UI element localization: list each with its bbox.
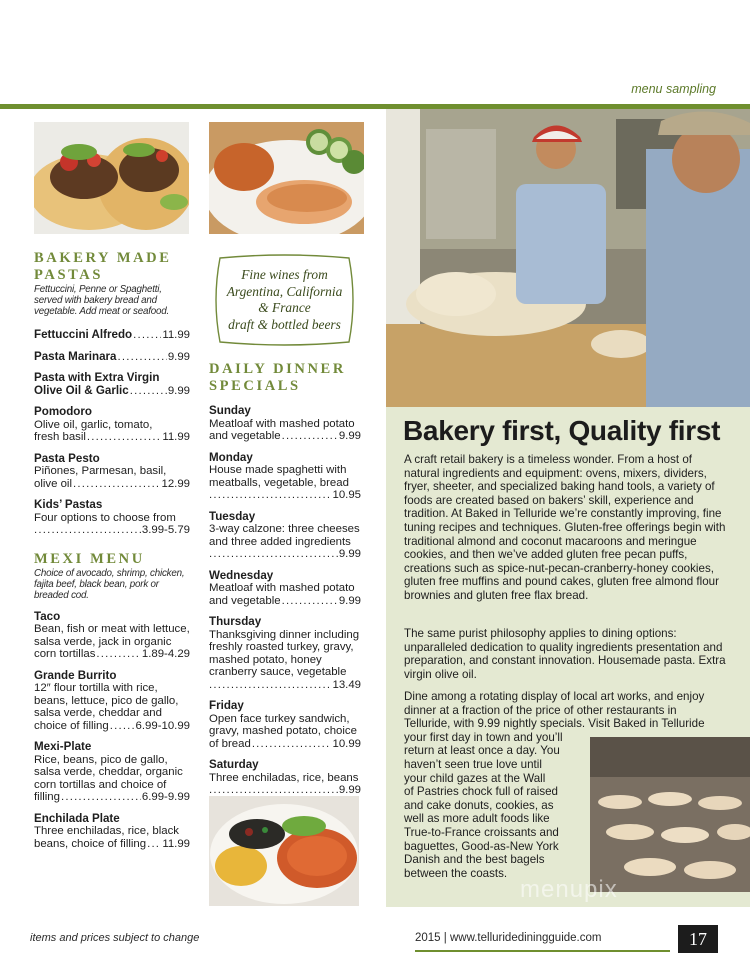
- daily-specials-section: [209, 361, 361, 797]
- menu-item: Pasta Pesto Piñones, Parmesan, basil, olive oil ..... 12.99: [34, 453, 190, 491]
- wine-line: draft & bottled beers: [228, 316, 341, 332]
- footer-note: items and prices subject to change: [30, 932, 200, 944]
- section-label: menu sampling: [631, 82, 716, 96]
- footer-divider: [415, 950, 670, 952]
- menu-item: Mexi-Plate Rice, beans, pico de gallo, salsa verde, cheddar, organic corn tortillas and choice of filling ..... 6.99-9.99: [34, 741, 190, 804]
- menu-item: Kids’ Pastas Four options to choose from ..... 3.99-5.79: [34, 499, 190, 537]
- wine-line: & France: [258, 300, 311, 315]
- mexi-section: [34, 551, 190, 851]
- special-item: Monday House made spaghetti with meatballs, vegetable, bread ..... 10.95: [209, 452, 361, 502]
- article-paragraph-1: A craft retail bakery is a timeless wonder. From a host of natural ingredients and equipment: ovens, mixers, dividers, fryer, sheeter, and specialized baking hand tools, a variety of foods are created based on bakers’ skill, experience and tradition. At Baked in Telluride we’re constantly improving, fine tuning recipes and techniques. Gluten-free offerings begin with traditional almond and coconut macaroons and meringue cookies, and then we’ve added gluten free pecan puffs, creations such as spice-nut-pecan-cranberry-honey cookies, gluten free muffins and pound cakes, gluten free almond flour brownies and gluten free flax bread.: [404, 453, 726, 602]
- menu-item: Pasta Marinara ..... 9.99: [34, 351, 190, 364]
- pasta-heading: BAKERY MADE PASTAS: [34, 250, 172, 283]
- pasta-section: [34, 250, 190, 850]
- specials-heading: DAILY DINNER SPECIALS: [209, 361, 346, 394]
- special-item: Sunday Meatloaf with mashed potato and vegetable ..... 9.99: [209, 405, 361, 443]
- footer-website: 2015 | www.telluridediningguide.com: [415, 932, 602, 944]
- article-title: Bakery first, Quality first: [403, 415, 721, 446]
- menupix-watermark: menupix: [520, 876, 618, 903]
- salmon-plate-photo: [209, 122, 364, 234]
- pasta-subtitle: Fettuccini, Penne or Spaghetti, served with bakery bread and vegetable. Add meat or seafood.: [34, 284, 170, 317]
- menu-item: Taco Bean, fish or meat with lettuce, salsa verde, jack in organic corn tortillas ..... 1.89-4.29: [34, 611, 190, 661]
- menu-item: Enchilada Plate Three enchiladas, rice, black beans, choice of filling ..... 11.99: [34, 813, 190, 851]
- wine-line: Fine wines from: [241, 267, 328, 282]
- tacos-photo: [34, 122, 189, 234]
- special-item: Wednesday Meatloaf with mashed potato and vegetable ..... 9.99: [209, 570, 361, 608]
- special-item: Saturday Three enchiladas, rice, beans ..... 9.99: [209, 759, 361, 797]
- enchilada-plate-photo: [209, 796, 359, 906]
- mexi-heading: MEXI MENU: [34, 550, 145, 567]
- wine-line: Argentina, California: [226, 283, 343, 299]
- bakers-photo: [386, 109, 750, 407]
- page-number: 17: [678, 925, 718, 953]
- special-item: Friday Open face turkey sandwich, gravy, mashed potato, choice of bread ..... 10.99: [209, 700, 361, 750]
- wine-callout: [212, 254, 357, 346]
- mexi-subtitle: Choice of avocado, shrimp, chicken, fajita beef, black bean, pork or breaded cod.: [34, 567, 185, 601]
- special-item: Thursday Thanksgiving dinner including freshly roasted turkey, gravy, mashed potato, honey cranberry sauce, vegetable ..... 13.49: [209, 616, 361, 691]
- article-paragraph-3: Dine among a rotating display of local art works, and enjoy dinner at a fraction of the price of other restaurants in Telluride, with 9.99 nightly specials. Visit Baked in Telluride your first day in town and you’ll return at least once a day. You haven’t seen true love until your child gazes at the Wall of Pastries chock full of raised and cake donuts, cookies, as well as more adult foods like True-to-France croissants and baguettes, Good-as-New York Danish and the best bagels between the coasts.: [404, 690, 705, 880]
- menu-item: Pomodoro Olive oil, garlic, tomato, fresh basil ..... 11.99: [34, 406, 190, 444]
- article-paragraph-2: The same purist philosophy applies to dining options: unparalleled dedication to quality ingredients presentation and preparation, and constant innovation. Housemade pasta. Extra virgin olive oil.: [404, 627, 726, 681]
- menu-item: Fettuccini Alfredo ..... 11.99: [34, 329, 190, 342]
- special-item: Tuesday 3-way calzone: three cheeses and three added ingredients ..... 9.99: [209, 511, 361, 561]
- menu-item: Grande Burrito 12″ flour tortilla with rice, beans, lettuce, pico de gallo, salsa verde, cheddar and choice of filling ..... 6.99-10.99: [34, 670, 190, 733]
- menu-item: Pasta with Extra Virgin Olive Oil & Garlic ..... 9.99: [34, 372, 190, 397]
